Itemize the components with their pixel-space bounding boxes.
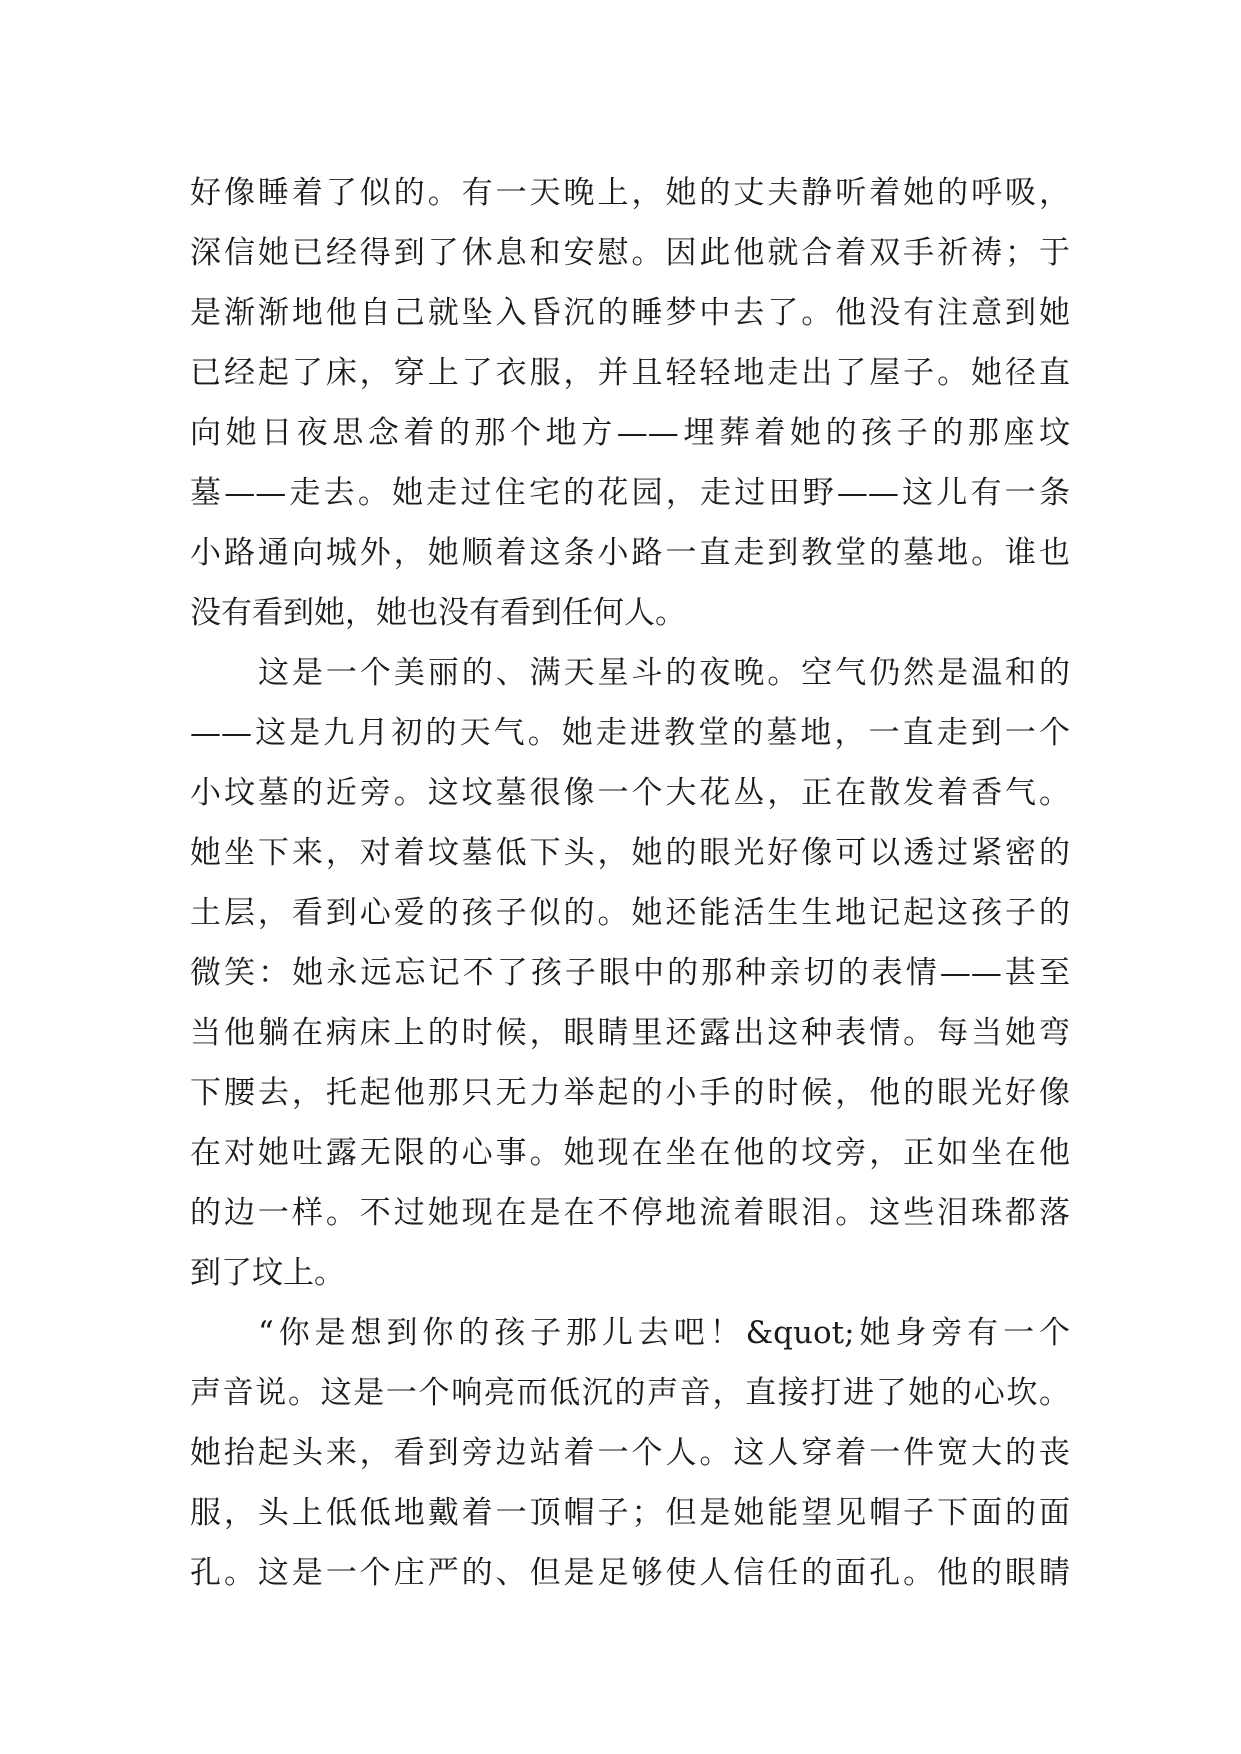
text-line: 孔。这是一个庄严的、但是足够使人信任的面孔。他的眼睛 — [190, 1555, 1070, 1591]
text-line: 在对她吐露无限的心事。她现在坐在他的坟旁，正如坐在他 — [190, 1135, 1070, 1171]
text-line: 墓——走去。她走过住宅的花园，走过田野——这儿有一条 — [190, 475, 1070, 511]
text-line: 小坟墓的近旁。这坟墓很像一个大花丛，正在散发着香气。 — [190, 775, 1070, 811]
text-line: 好像睡着了似的。有一天晚上，她的丈夫静听着她的呼吸， — [190, 175, 1070, 211]
text-line: 小路通向城外，她顺着这条小路一直走到教堂的墓地。谁也 — [190, 535, 1070, 571]
text-line: 已经起了床，穿上了衣服，并且轻轻地走出了屋子。她径直 — [190, 355, 1070, 391]
text-line: 当他躺在病床上的时候，眼睛里还露出这种表情。每当她弯 — [190, 1015, 1070, 1051]
body-text — [190, 163, 1070, 1603]
text-line: 的边一样。不过她现在是在不停地流着眼泪。这些泪珠都落 — [190, 1195, 1070, 1231]
text-line: 下腰去，托起他那只无力举起的小手的时候，他的眼光好像 — [190, 1075, 1070, 1111]
text-line: 深信她已经得到了休息和安慰。因此他就合着双手祈祷；于 — [190, 235, 1070, 271]
text-line: 声音说。这是一个响亮而低沉的声音，直接打进了她的心坎。 — [190, 1375, 1070, 1411]
text-line: 这是一个美丽的、满天星斗的夜晚。空气仍然是温和的 — [258, 655, 1070, 691]
text-line: 微笑：她永远忘记不了孩子眼中的那种亲切的表情——甚至 — [190, 955, 1070, 991]
text-line: 她坐下来，对着坟墓低下头，她的眼光好像可以透过紧密的 — [190, 835, 1070, 871]
text-line: 向她日夜思念着的那个地方——埋葬着她的孩子的那座坟 — [190, 415, 1070, 451]
text-line: 她抬起头来，看到旁边站着一个人。这人穿着一件宽大的丧 — [190, 1435, 1070, 1471]
text-line: “你是想到你的孩子那儿去吧！&quot;她身旁有一个 — [258, 1315, 1070, 1351]
text-line: 服，头上低低地戴着一顶帽子；但是她能望见帽子下面的面 — [190, 1495, 1070, 1531]
text-line: 土层，看到心爱的孩子似的。她还能活生生地记起这孩子的 — [190, 895, 1070, 931]
text-line: 到了坟上。 — [190, 1255, 345, 1291]
text-line: ——这是九月初的天气。她走进教堂的墓地，一直走到一个 — [190, 715, 1070, 751]
text-line: 是渐渐地他自己就坠入昏沉的睡梦中去了。他没有注意到她 — [190, 295, 1070, 331]
text-line: 没有看到她，她也没有看到任何人。 — [190, 595, 686, 631]
